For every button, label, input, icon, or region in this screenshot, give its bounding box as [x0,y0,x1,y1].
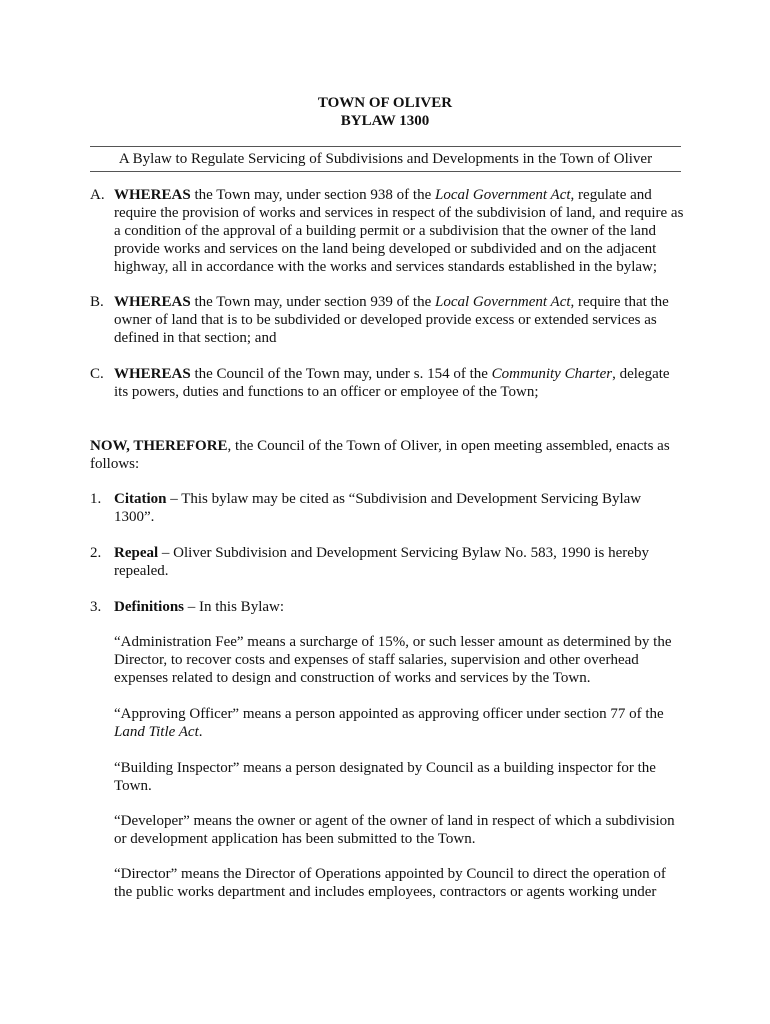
recital-marker: A. [90,187,105,203]
town-title: TOWN OF OLIVER [317,95,453,111]
act-name: Land Title Act [114,724,199,740]
section-heading: Definitions [114,599,185,615]
section-citation [90,490,685,526]
section-marker: 3. [90,599,102,615]
section-text: – This bylaw may be cited as “Subdivision and Development Servicing Bylaw 1300”. [114,491,642,525]
definition-developer: “Developer” means the owner or agent of the owner of land in respect of which a subdivision or development application has been submitted to the Town. [114,813,675,847]
section-marker: 2. [90,545,102,561]
enacting-text: , the Council of the Town of Oliver, in open meeting assembled, enacts as follows: [90,438,670,472]
section-text: – In this Bylaw: [184,599,285,615]
bottom-rule [90,171,681,172]
recital-b [90,293,685,347]
recital-text: the Town may, under section 939 of the [190,294,436,310]
definition-director: “Director” means the Director of Operations appointed by Council to direct the operation of the public works department and includes employees, contractors or agents working under [114,866,666,900]
bylaw-number: BYLAW 1300 [340,113,430,129]
recital-text: the Council of the Town may, under s. 154 of the [190,366,492,382]
definition-approving-officer [114,705,686,741]
recital-lead: WHEREAS [114,187,191,203]
recital-marker: C. [90,366,104,382]
top-rule [90,146,681,147]
recital-a [90,186,685,276]
recital-text: , require that the owner of land that is to be subdivided or developed provide excess or extended services as defined in that section; and [114,294,669,346]
act-name: Community Charter [491,366,613,382]
section-definitions [90,598,685,616]
definition-administration-fee: “Administration Fee” means a surcharge of 15%, or such lesser amount as determined by the Director, to recover costs and expenses of staff salaries, supervision and other overhead expenses related to design and construction of works and services by the Town. [114,634,672,686]
recital-text: , regulate and require the provision of works and services in respect of the subdivision of land, and require as a condition of the approval of a building permit or a subdivision that the owner of the land provide works and services on the land being developed or subdivided and on the adjacent highway, all in accordance with the works and services standards established in the bylaw; [114,187,684,275]
section-marker: 1. [90,491,102,507]
recital-text: the Town may, under section 938 of the [190,187,436,203]
recital-lead: WHEREAS [114,366,191,382]
definition-text: . [198,724,203,740]
section-heading: Repeal [114,545,159,561]
definition-text: “Approving Officer” means a person appointed as approving officer under section 77 of the [114,706,664,722]
recital-marker: B. [90,294,104,310]
act-name: Local Government Act [435,294,571,310]
bylaw-subtitle: A Bylaw to Regulate Servicing of Subdivisions and Developments in the Town of Oliver [118,151,653,167]
recital-c [90,365,685,401]
act-name: Local Government Act [435,187,571,203]
enacting-clause [90,437,685,473]
section-heading: Citation [114,491,167,507]
section-repeal [90,544,685,580]
recital-lead: WHEREAS [114,294,191,310]
recital-text: , delegate its powers, duties and functions to an officer or employee of the Town; [114,366,670,400]
section-text: – Oliver Subdivision and Development Servicing Bylaw No. 583, 1990 is hereby repealed. [114,545,649,579]
definition-building-inspector: “Building Inspector” means a person designated by Council as a building inspector for the Town. [114,760,656,794]
enacting-lead: NOW, THEREFORE [90,438,228,454]
